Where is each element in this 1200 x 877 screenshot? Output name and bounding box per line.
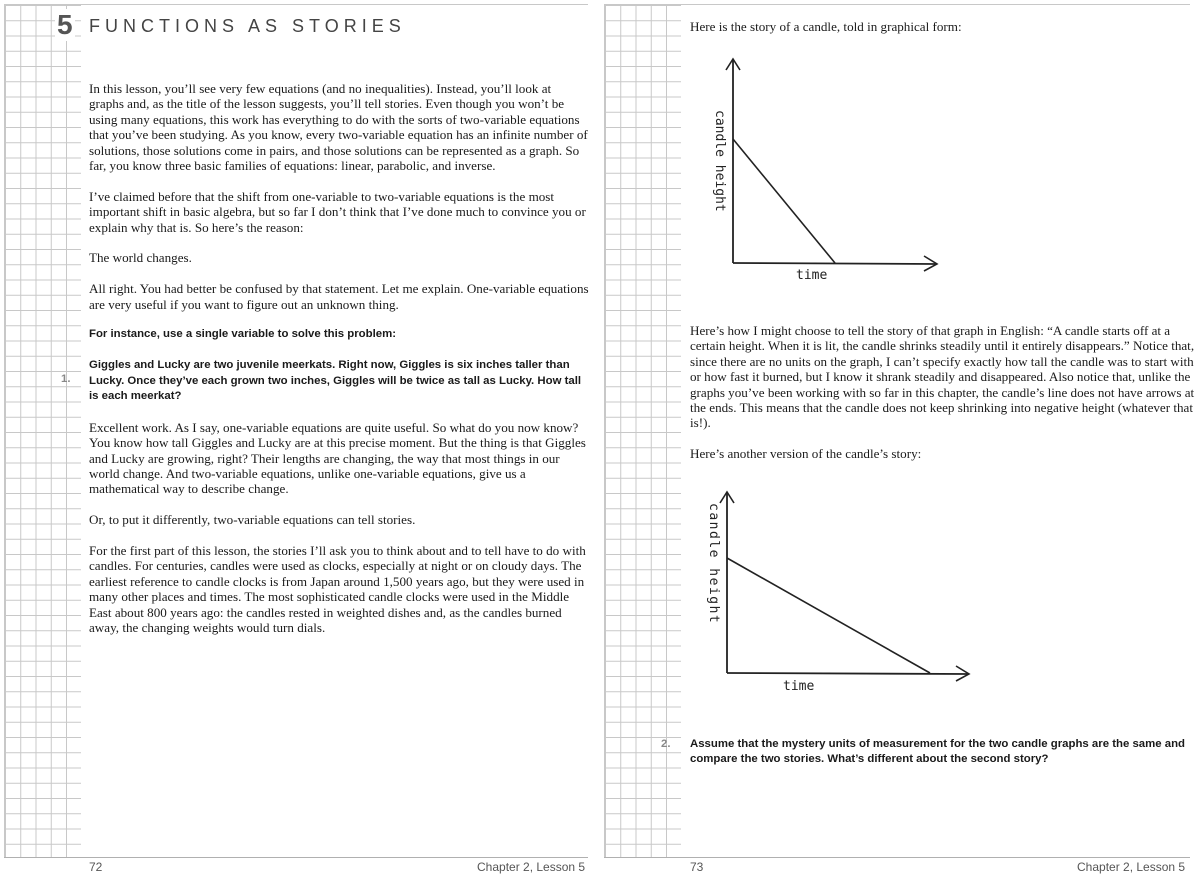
- problem-2-text: Assume that the mystery units of measurement for the two candle graphs are the same and compare the two stories. What’s different about the second story?: [690, 738, 1185, 766]
- problem-1-text: Giggles and Lucky are two juvenile meerkats. Right now, Giggles is six inches taller than Lucky. Once they’ve each grown two inches, Giggles will be twice as tall as Lucky. How tall is each meerkat?: [89, 359, 582, 403]
- paragraph: All right. You had better be confused by that statement. Let me explain. One-variable equations are very useful if you want to figure out an unknown thing.: [89, 281, 589, 312]
- paragraph: In this lesson, you’ll see very few equations (and no inequalities). Instead, you’ll look at graphs and, as the title of the lesson suggests, you’ll tell stories. Even though you won’t be using many equations, this work has everything to do with the sorts of two-variable equations that you’ve been studying. As you know, every two-variable equation has an infinite number of solutions, those solutions come in pairs, and those solutions can be represented as a graph. So far, you know three basic families of equations: linear, parabolic, and inverse.: [89, 81, 588, 174]
- x-axis-label: time: [783, 679, 815, 694]
- candle-graph-1: [700, 52, 950, 287]
- paragraph: I’ve claimed before that the shift from one-variable to two-variable equations is the most important shift in basic algebra, but so far I don’t think that I’ve done much to convince you or explain why that is. So here’s the reason:: [89, 188, 586, 235]
- left-margin-grid: [4, 4, 81, 858]
- candle-line: [733, 139, 835, 263]
- paragraph: For the first part of this lesson, the stories I’ll ask you to think about and to tell have to do with candles. For centuries, candles were used as clocks, especially at night or on cloudy days. The earliest reference to candle clocks is from Japan around 1,500 years ago, but they were used in many other places and times. The most sophisticated candle clocks were used in the Middle East about 800 years ago: the candles rested in weighted dishes and, as the candles burned away, the changing weights would turn dials.: [89, 543, 586, 636]
- page-number-left: 72: [89, 860, 103, 874]
- right-page-body: [690, 323, 1195, 477]
- candle-graph-2: [700, 485, 980, 700]
- paragraph: Here’s another version of the candle’s story:: [690, 446, 922, 462]
- y-axis-label: candle height: [712, 110, 727, 212]
- y-axis-label: candle height: [706, 503, 721, 625]
- x-axis-label: time: [796, 268, 828, 283]
- paragraph: Excellent work. As I say, one-variable equations are quite useful. So what do you now know? You know how tall Giggles and Lucky are at this precise moment. But the thing is that Giggles and Lucky are growing, right? Their lengths are changing, the way that most things in our world change. And two-variable equations, unlike one-variable equations, give us a mathematical way to describe change.: [89, 419, 586, 497]
- right-margin-grid: [604, 4, 681, 858]
- instruction: For instance, use a single variable to solve this problem:: [89, 328, 397, 341]
- right-top-rule: [680, 4, 1190, 5]
- x-axis: [727, 673, 968, 674]
- paragraph: Or, to put it differently, two-variable equations can tell stories.: [89, 512, 416, 528]
- problem-2-number: 2.: [661, 738, 671, 750]
- chapter-footer-right: Chapter 2, Lesson 5: [1077, 860, 1186, 874]
- problem-2: [690, 737, 1190, 783]
- chapter-footer-left: Chapter 2, Lesson 5: [477, 860, 586, 874]
- paragraph: Here’s how I might choose to tell the story of that graph in English: “A candle starts off at a certain height. When it is lit, the candle shrinks steadily until it entirely disappears.” Notice that, since there are no units on the graph, I can’t specify exactly how tall the candle was to start with or how fast it burned, but I know it shrank steadily and disappeared. Also notice that, unlike the graphs you’ve been working with so far in this chapter, the candle’s line does not have arrows at the ends. This means that the candle does not keep shrinking into negative height (whatever that is!).: [690, 323, 1195, 431]
- chapter-number: 5: [57, 9, 73, 40]
- left-page-body: [89, 81, 589, 651]
- problem-1-number: 1.: [61, 373, 71, 385]
- left-top-rule: [80, 4, 588, 5]
- paragraph: The world changes.: [89, 250, 192, 266]
- page-number-right: 73: [690, 860, 704, 874]
- intro-text: Here is the story of a candle, told in graphical form:: [690, 19, 962, 34]
- candle-line: [727, 558, 930, 673]
- left-footer-rule: [4, 857, 588, 858]
- right-footer-rule: [604, 857, 1190, 858]
- right-page-intro: [690, 19, 1195, 50]
- lesson-title: FUNCTIONS AS STORIES: [89, 16, 406, 36]
